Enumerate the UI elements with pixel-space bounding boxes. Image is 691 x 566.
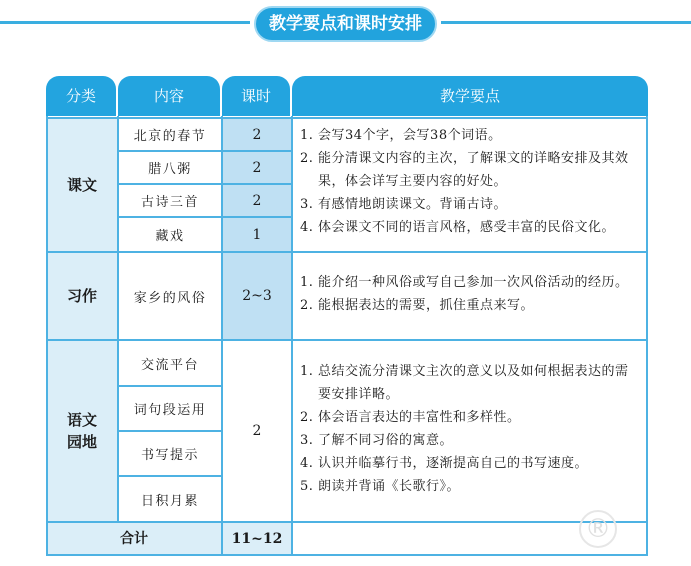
grid-line [221, 116, 223, 556]
point-text: 朗读并背诵《长歌行》。 [318, 479, 461, 494]
point-number: 1. [300, 128, 314, 143]
point-item [300, 294, 638, 317]
point-item [300, 193, 638, 216]
point-number: 4. [300, 220, 314, 235]
header-hours: 课时 [222, 76, 290, 116]
grid-line [118, 385, 222, 387]
point-text: 体会课文不同的语言风格，感受丰富的民俗文化。 [318, 220, 616, 235]
points-lessons [292, 118, 648, 252]
point-item [300, 124, 638, 147]
point-number: 2. [300, 151, 314, 166]
grid-line [118, 430, 222, 432]
grid-line [46, 116, 48, 556]
point-text: 有感情地朗读课文。背诵古诗。 [318, 197, 508, 212]
content-cell: 腊八粥 [118, 151, 222, 184]
point-number: 1. [300, 275, 314, 290]
point-text: 总结交流分清课文主次的意义以及如何根据表达的需要安排详略。 [318, 364, 629, 402]
point-item [300, 429, 638, 452]
point-item [300, 406, 638, 429]
grid-line [46, 117, 648, 119]
hours-cell: 2 [222, 118, 292, 151]
points-language-garden [292, 340, 648, 522]
content-cell: 古诗三首 [118, 184, 222, 217]
hours-cell: 2 [222, 151, 292, 184]
registered-watermark-icon: ® [579, 510, 617, 548]
point-text: 认识并临摹行书，逐渐提高自己的书写速度。 [318, 456, 589, 471]
point-number: 2. [300, 298, 314, 313]
point-number: 4. [300, 456, 314, 471]
grid-line [118, 150, 292, 152]
point-text: 体会语言表达的丰富性和多样性。 [318, 410, 521, 425]
point-text: 能分清课文内容的主次，了解课文的详略安排及其效果，体会详写主要内容的好处。 [318, 151, 629, 189]
point-item [300, 271, 638, 294]
title-rule-left [0, 21, 250, 24]
point-item [300, 147, 638, 193]
point-number: 3. [300, 197, 314, 212]
point-number: 2. [300, 410, 314, 425]
point-text: 了解不同习俗的寓意。 [318, 433, 454, 448]
grid-line [118, 216, 292, 218]
hours-cell: 2 [222, 340, 292, 522]
hours-cell: 2 [222, 184, 292, 217]
total-hours: 11~12 [222, 522, 292, 556]
content-cell: 北京的春节 [118, 118, 222, 151]
grid-line [118, 475, 222, 477]
grid-line [46, 554, 648, 556]
grid-line [291, 116, 293, 556]
point-item [300, 452, 638, 475]
content-cell: 日积月累 [118, 476, 222, 522]
hours-cell: 1 [222, 217, 292, 252]
header-category: 分类 [46, 76, 116, 116]
points-writing [292, 252, 648, 340]
grid-line [46, 521, 648, 523]
content-cell: 词句段运用 [118, 386, 222, 431]
category-line: 语文 [66, 411, 97, 429]
header-points: 教学要点 [292, 76, 648, 116]
category-writing: 习作 [46, 252, 118, 340]
category-lessons: 课文 [46, 118, 118, 252]
point-number: 3. [300, 433, 314, 448]
schedule-table [46, 76, 648, 556]
point-text: 能介绍一种风俗或写自己参加一次风俗活动的经历。 [318, 275, 629, 290]
category-language-garden [46, 340, 118, 522]
content-cell: 交流平台 [118, 340, 222, 386]
content-cell: 家乡的风俗 [118, 252, 222, 340]
grid-line [117, 116, 119, 522]
header-content: 内容 [118, 76, 220, 116]
point-number: 5. [300, 479, 314, 494]
content-cell: 书写提示 [118, 431, 222, 476]
page-title: 教学要点和课时安排 [254, 6, 437, 42]
point-text: 会写34个字，会写38个词语。 [318, 128, 502, 143]
category-line: 园地 [66, 433, 97, 451]
content-cell: 藏戏 [118, 217, 222, 252]
grid-line [46, 339, 648, 341]
point-item [300, 360, 638, 406]
point-number: 1. [300, 364, 314, 379]
total-label: 合计 [46, 522, 222, 556]
title-rule-right [441, 21, 691, 24]
hours-cell: 2~3 [222, 252, 292, 340]
grid-line [118, 183, 292, 185]
point-text: 能根据表达的需要，抓住重点来写。 [318, 298, 535, 313]
grid-line [646, 116, 648, 556]
point-item [300, 475, 638, 498]
grid-line [46, 251, 648, 253]
point-item [300, 216, 638, 239]
